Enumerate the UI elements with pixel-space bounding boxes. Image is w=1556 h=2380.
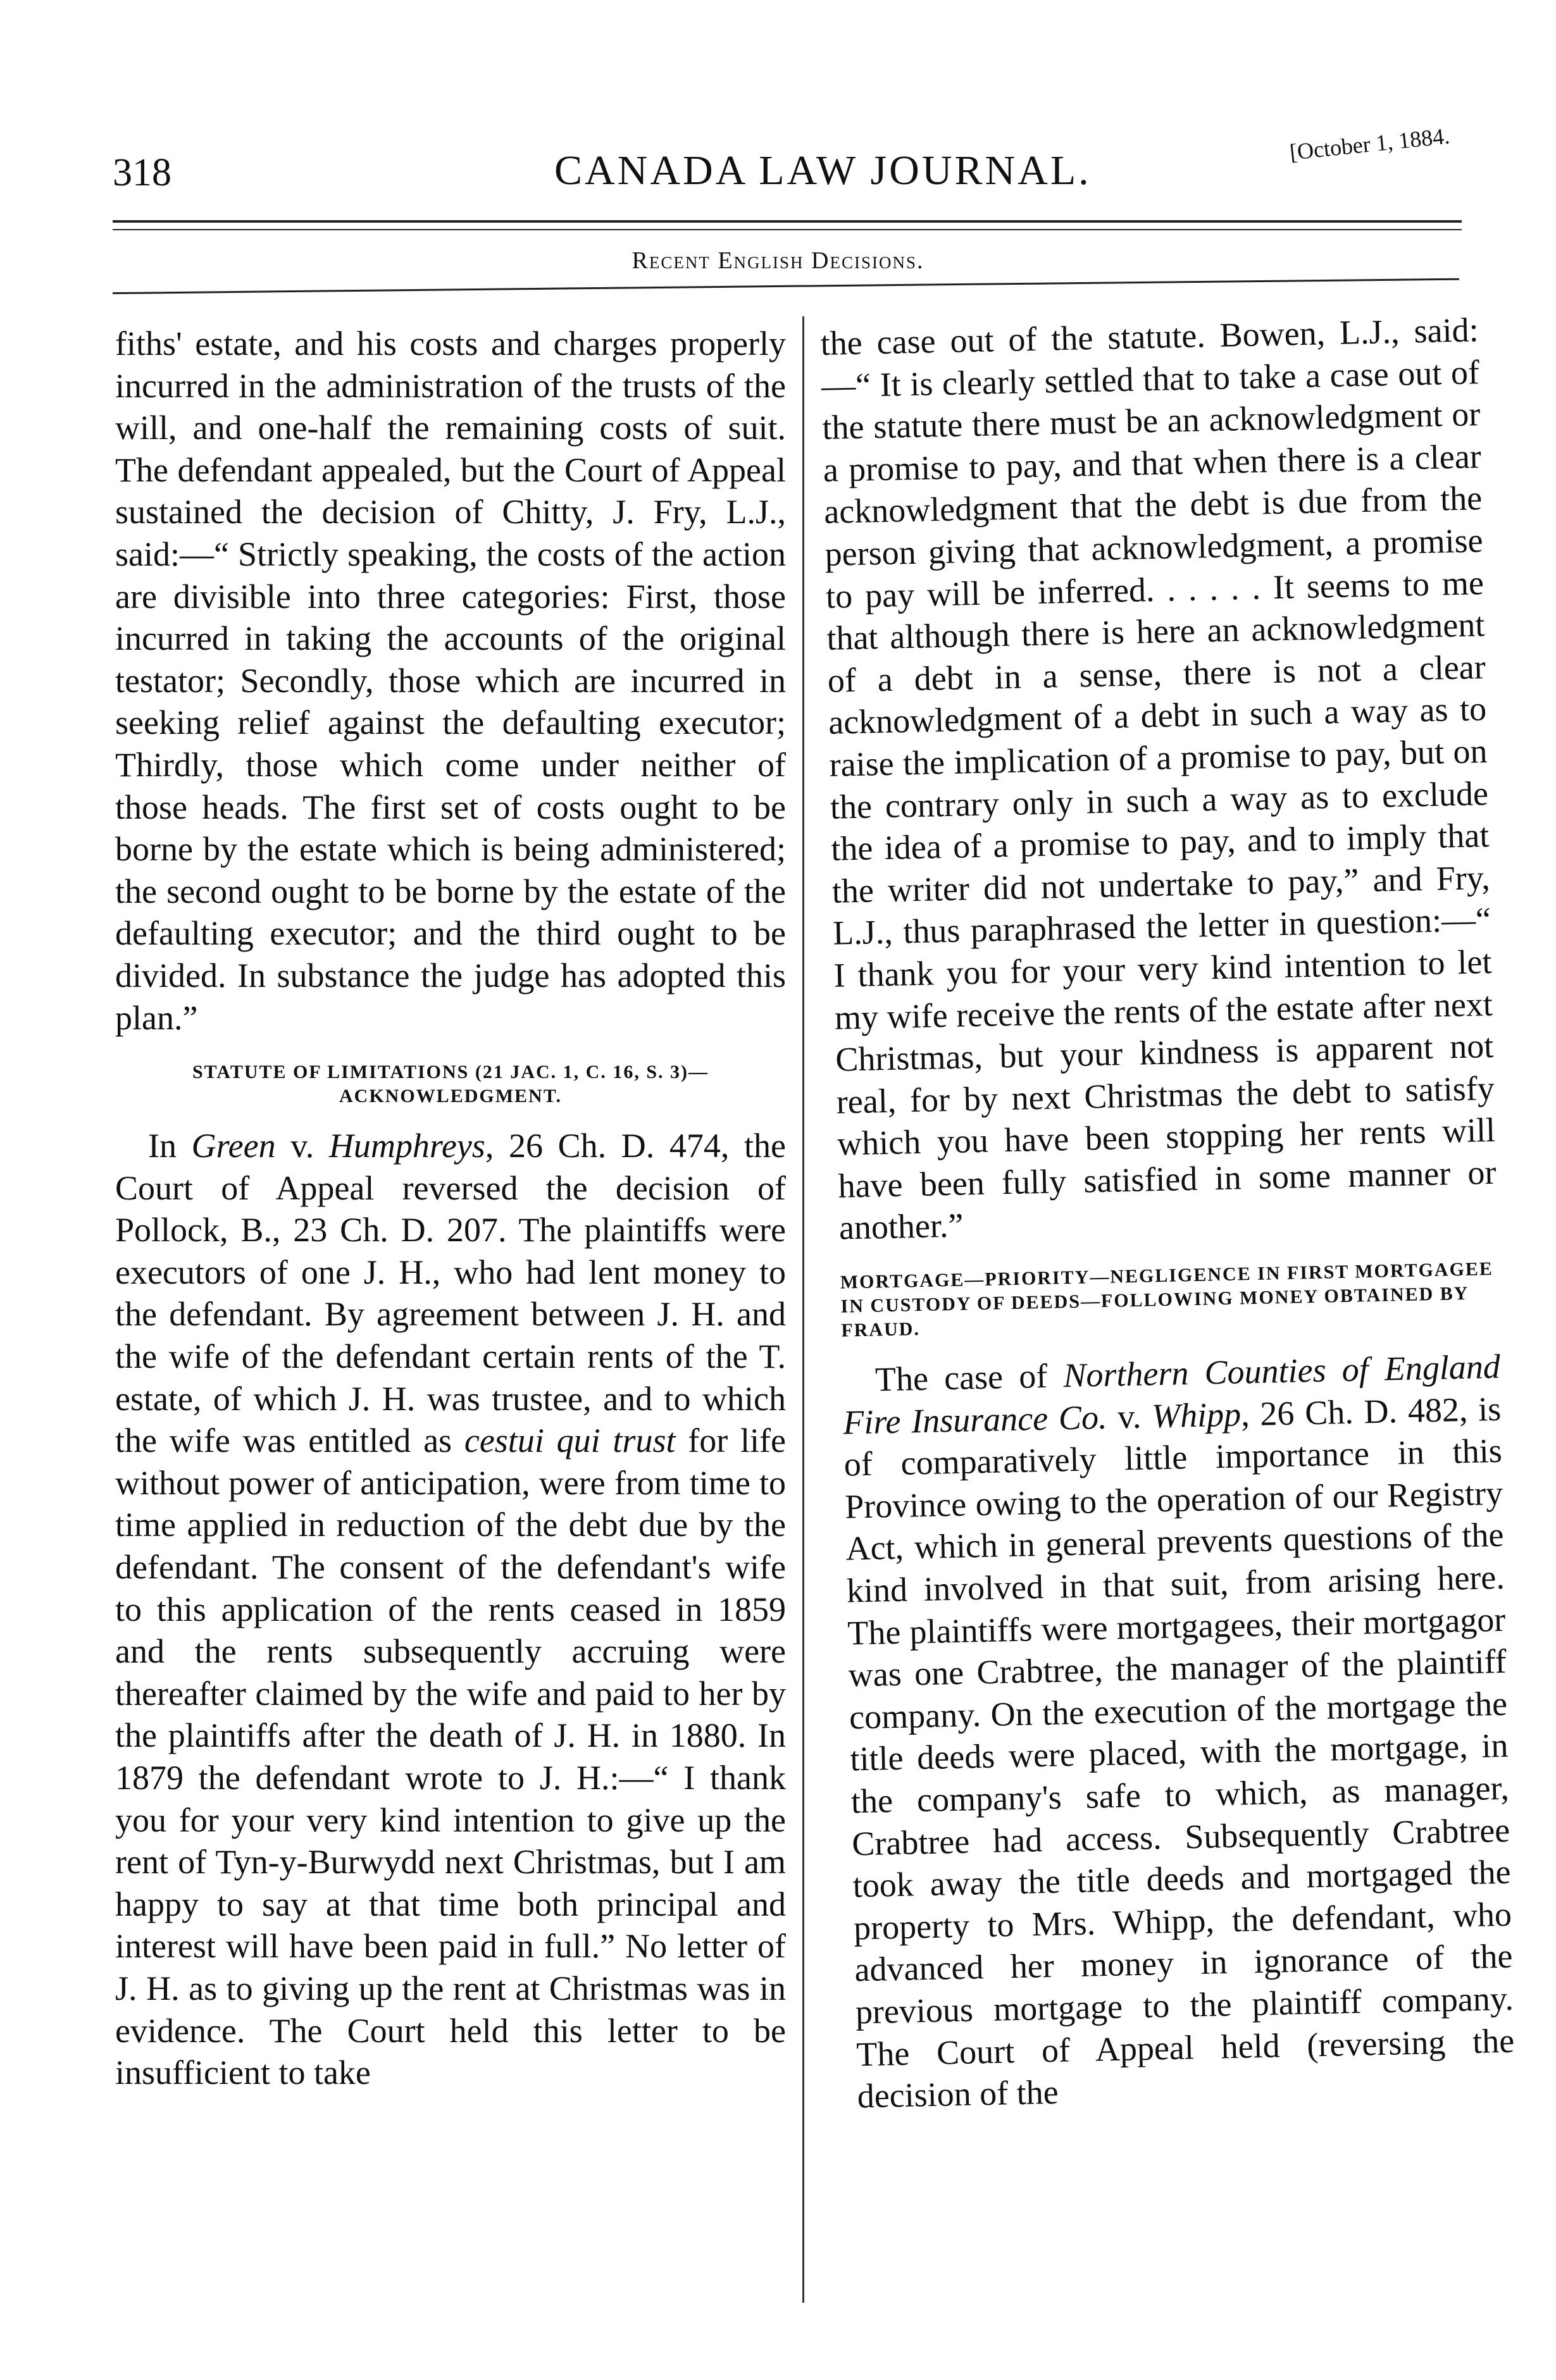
case-name: Whipp — [1151, 1395, 1242, 1435]
header-rule-thin — [113, 229, 1462, 230]
right-paragraph-1: the case out of the statute. Bowen, L.J., said:—“ It is clearly settled that to take a case out of the statute there must be an acknowledgment or a promise to pay, and that when there is a clear acknowledgment that the debt is due from the person giving that acknowledgment, a promise to pay will be inferred. . . . . . It seems to me that although there is here an acknowledgment of a debt in a sense, there is not a clear acknowledgment of a debt in such a way as to raise the implication of a promise to pay, but on the contrary only in such a way as to exclude the idea of a promise to pay, and to imply that the writer did not undertake to pay,” and Fry, L.J., thus paraphrased the letter in question:—“ I thank you for your very kind intention to let my wife receive the rents of the estate after next Christmas, but your kindness is apparent not real, for by next Christmas the debt to satisfy which you have been stopping her rents will have been fully satisfied in some manner or another.” — [820, 311, 1497, 1248]
text-run: , 26 Ch. D. 474, the Court of Appeal reversed the decision of Pollock, B., 23 Ch. D. 207. The plaintiffs were executors of one J. H., who had lent money to the defendant. By agreement between J. H. and the wife of the defendant certain rents of the T. estate, of which J. H. was trustee, and to which the wife was entitled as — [115, 1127, 786, 1460]
latin-term: cestui qui trust — [464, 1422, 676, 1460]
text-run: v. — [1106, 1397, 1152, 1436]
issue-date: [October 1, 1884. — [1288, 123, 1451, 165]
text-run: v. — [275, 1127, 329, 1165]
case-name: Humphreys — [328, 1127, 485, 1165]
column-divider — [802, 316, 804, 2303]
section-rule — [113, 278, 1459, 294]
right-paragraph-2 — [842, 1346, 1516, 2117]
right-section-heading: MORTGAGE—PRIORITY—NEGLIGENCE IN FIRST MORTGAGEE IN CUSTODY OF DEEDS—FOLLOWING MONEY OBTAINED BY FRAUD. — [840, 1258, 1494, 1341]
case-name: Green — [191, 1127, 276, 1165]
text-run: , 26 Ch. D. 482, is of comparatively little importance in this Province owing to the operation of our Registry Act, which in general prevents questions of the kind involved in that suit, from arising here. The plaintiffs were mortgagees, their mortgagor was one Crabtree, the manager of the plaintiff company. On the execution of the mortgage the title deeds were placed, with the mortgage, in the company's safe to which, as manager, Crabtree had access. Subsequently Crabtree took away the title deeds and mortgaged the property to Mrs. Whipp, the defendant, who advanced her money in ignorance of the previous mortgage to the plaintiff company. The Court of Appeal held (reversing the decision of the — [843, 1389, 1515, 2116]
case-name: Northern Counties of England Fire Insurance Co. — [842, 1347, 1501, 1442]
text-run: for life without power of anticipation, were from time to time applied in reduction of the debt due by the defendant. The consent of the defendant's wife to this application of the rents ceased in 1859 and the rents subsequently accruing were thereafter claimed by the wife and paid to her by the plaintiffs after the death of J. H. in 1880. In 1879 the defendant wrote to J. H.:—“ I thank you for your very kind intention to give up the rent of Tyn-y-Burwydd next Christmas, but I am happy to say at that time both principal and interest will have been paid in full.” No letter of J. H. as to giving up the rent at Christmas was in evidence. The Court held this letter to be insufficient to take — [115, 1422, 786, 2092]
right-column — [820, 309, 1516, 2117]
left-paragraph-1: fiths' estate, and his costs and charges properly incurred in the administration of the trusts of the will, and one-half the remaining costs of suit. The defendant appealed, but the Court of Appeal sustained the decision of Chitty, J. Fry, L.J., said:—“ Strictly speaking, the costs of the action are divisible into three categories: First, those incurred in taking the accounts of the original testator; Secondly, those which are incurred in seeking relief against the defaulting executor; Thirdly, those which come under neither of those heads. The first set of costs ought to be borne by the estate which is being administered; the second ought to be borne by the estate of the defaulting executor; and the third ought to be divided. In substance the judge has adopted this plan.” — [115, 325, 786, 1037]
text-run: In — [148, 1127, 192, 1165]
header-rule-thick — [113, 220, 1462, 223]
journal-title: CANADA LAW JOURNAL. — [554, 147, 1092, 194]
left-column — [115, 323, 786, 2094]
left-paragraph-2 — [115, 1125, 786, 2094]
section-title: Recent English Decisions. — [632, 247, 924, 274]
left-section-heading: STATUTE OF LIMITATIONS (21 JAC. 1, C. 16, S. 3)—ACKNOWLEDGMENT. — [192, 1062, 709, 1107]
text-run: The case of — [874, 1356, 1064, 1399]
page-number: 318 — [113, 151, 171, 194]
